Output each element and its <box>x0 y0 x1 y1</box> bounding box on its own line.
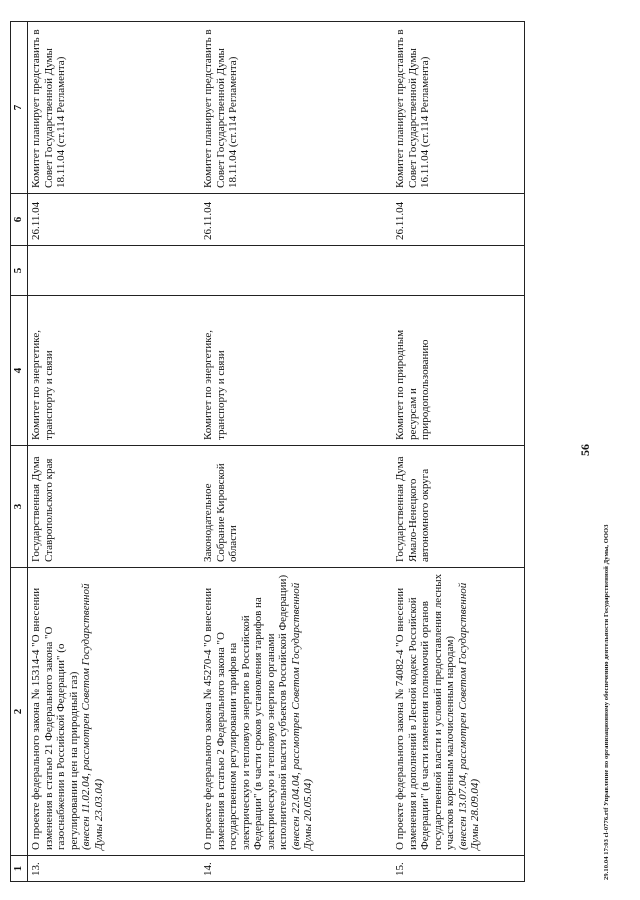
bill-note: (внесен 11.02.04, рассмотрен Советом Государственной Думы 23.03.04) <box>80 583 105 850</box>
page-number: 56 <box>578 444 592 456</box>
col5-cell <box>392 246 525 296</box>
bill-note: (внесен 13.07.04, рассмотрен Советом Государственной Думы 28.09.04) <box>456 582 481 850</box>
header-row <box>11 22 28 882</box>
col-header-1: 1 <box>11 856 28 882</box>
date-cell: 26.11.04 <box>28 194 201 246</box>
col-header-2: 2 <box>11 568 28 856</box>
col-header-3: 3 <box>11 446 28 568</box>
initiator-cell: Законодательное Собрание Кировской области <box>200 446 392 568</box>
bill-cell <box>28 568 201 856</box>
bill-title: О проекте федерального закона № 74082-4 "О внесении изменения и дополнений в Лесной кодекс Российской Федерации" (в части изменения полномочий органов государственной власти и условий предоставления лесных участков коренным малочисленным народам) <box>394 573 456 850</box>
col-header-7: 7 <box>11 22 28 194</box>
row-number: 15. <box>392 856 525 882</box>
committee-cell: Комитет по энергетике, транспорту и связи <box>28 296 201 446</box>
plan-cell: Комитет планирует представить в Совет Государственной Думы 16.11.04 (ст.114 Регламента) <box>392 22 525 194</box>
row-number: 14. <box>200 856 392 882</box>
col5-cell <box>200 246 392 296</box>
table-row <box>392 22 525 882</box>
initiator-cell: Государственная Дума Ямало-Ненецкого автономного округа <box>392 446 525 568</box>
bill-cell <box>392 568 525 856</box>
bill-title: О проекте федерального закона № 15314-4 "О внесении изменения в статью 21 Федерального закона "О газоснабжении в Российской Федерации" (о регулировании цен на природный газ) <box>30 587 80 850</box>
col5-cell <box>28 246 201 296</box>
committee-cell: Комитет по природным ресурсам и природопользованию <box>392 296 525 446</box>
date-cell: 26.11.04 <box>392 194 525 246</box>
table-row <box>200 22 392 882</box>
plan-cell: Комитет планирует представить в Совет Государственной Думы 18.11.04 (ст.114 Регламента) <box>28 22 201 194</box>
agenda-table <box>10 21 525 882</box>
row-number: 13. <box>28 856 201 882</box>
bill-title: О проекте федерального закона № 45270-4 "О внесении изменения в статью 2 Федерального закона "О государственном регулировании тарифов на электрическую и тепловую энергию в Российской Федерации" (в части сроков установления тарифов на электрическую и тепловую энергию органами исполнительной власти субъектов Российской Федерации) <box>202 574 289 850</box>
table-row <box>28 22 201 882</box>
bill-cell <box>200 568 392 856</box>
bill-note: (внесен 22.04.04, рассмотрен Советом Государственной Думы 20.05.04) <box>289 582 314 850</box>
date-cell: 26.11.04 <box>200 194 392 246</box>
committee-cell: Комитет по энергетике, транспорту и связи <box>200 296 392 446</box>
col-header-6: 6 <box>11 194 28 246</box>
footer-text: 29.10.04 17:03 сl-0776.rtf Управление по организационному обеспечению деятельности Государственной Думы, ООО3 <box>603 524 610 880</box>
col-header-5: 5 <box>11 246 28 296</box>
plan-cell: Комитет планирует представить в Совет Государственной Думы 18.11.04 (ст.114 Регламента) <box>200 22 392 194</box>
initiator-cell: Государственная Дума Ставропольского края <box>28 446 201 568</box>
col-header-4: 4 <box>11 296 28 446</box>
